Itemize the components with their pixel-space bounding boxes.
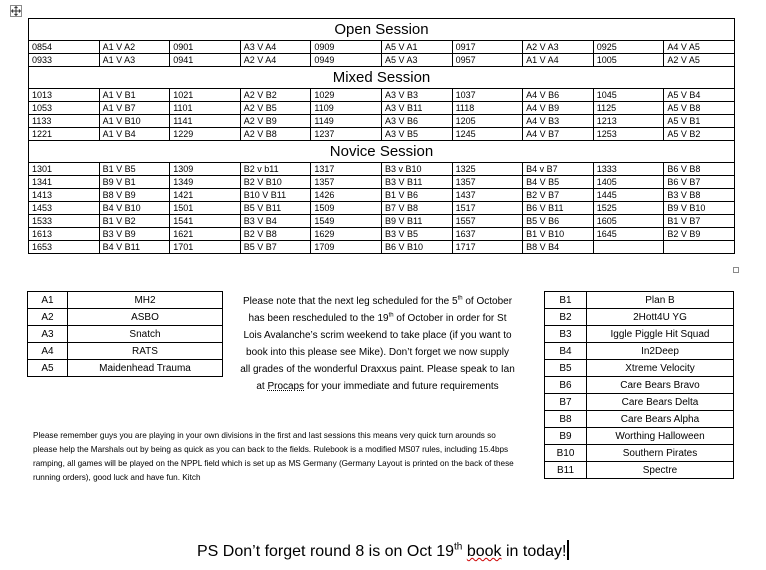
schedule-row: [29, 115, 735, 128]
table-resize-handle-icon[interactable]: [733, 267, 739, 273]
game-time-cell: 1357: [311, 176, 382, 189]
game-time-cell: 1101: [170, 102, 241, 115]
team-row: [28, 326, 223, 343]
session-header-row: [29, 19, 735, 41]
game-time-cell: 0941: [170, 54, 241, 67]
game-time-cell: 1029: [311, 89, 382, 102]
game-time-cell: 1141: [170, 115, 241, 128]
game-time-cell: 1517: [452, 202, 523, 215]
match-cell: B5 V B11: [240, 202, 311, 215]
game-time-cell: 0854: [29, 41, 100, 54]
schedule-row: [29, 176, 735, 189]
team-row: [545, 292, 734, 309]
team-code-cell: B9: [545, 428, 587, 445]
game-time-cell: 1717: [452, 241, 523, 254]
schedule-row: [29, 202, 735, 215]
team-name-cell: Care Bears Alpha: [587, 411, 734, 428]
game-time-cell: 1013: [29, 89, 100, 102]
ps-line: [197, 540, 569, 563]
team-name-cell: Spectre: [587, 462, 734, 479]
game-time-cell: 1341: [29, 176, 100, 189]
game-time-cell: 0949: [311, 54, 382, 67]
game-time-cell: 1349: [170, 176, 241, 189]
match-cell: A1 V B7: [99, 102, 170, 115]
game-time-cell: 1053: [29, 102, 100, 115]
match-cell: B6 V B8: [664, 163, 735, 176]
team-row: [545, 462, 734, 479]
match-cell: A2 V A4: [240, 54, 311, 67]
match-cell: A1 V A4: [523, 54, 594, 67]
team-name-cell: Iggle Piggle Hit Squad: [587, 326, 734, 343]
game-time-cell: 1125: [593, 102, 664, 115]
match-cell: B9 V B10: [664, 202, 735, 215]
notice-sup-1: th: [457, 295, 463, 302]
notice-text-4: for your immediate and future requirements: [304, 381, 499, 392]
team-name-cell: Maidenhead Trauma: [68, 360, 223, 377]
match-cell: A5 V B4: [664, 89, 735, 102]
game-time-cell: 1509: [311, 202, 382, 215]
match-cell: A3 V B5: [381, 128, 452, 141]
game-time-cell: 1421: [170, 189, 241, 202]
session-header-row: [29, 141, 735, 163]
match-cell: B2 V B10: [240, 176, 311, 189]
notice-paragraph: [240, 293, 515, 395]
game-time-cell: 1109: [311, 102, 382, 115]
game-time-cell: 1045: [593, 89, 664, 102]
schedule-row: [29, 54, 735, 67]
schedule-row: [29, 89, 735, 102]
game-time-cell: 0917: [452, 41, 523, 54]
game-time-cell: 0925: [593, 41, 664, 54]
match-cell: B2 V B9: [664, 228, 735, 241]
match-cell: B1 V B7: [664, 215, 735, 228]
game-time-cell: 1037: [452, 89, 523, 102]
match-cell: B8 V B4: [523, 241, 594, 254]
ps-sup: th: [454, 541, 463, 553]
notice-text-3: of October in order for St Lois Avalanche’s scrim weekend to take place (if you want to book into this please see Mike). Don’t forget we now supply all grades of the wonderful Draxxus paint. Please speak to Ian at: [240, 313, 515, 392]
match-cell: B6 V B10: [381, 241, 452, 254]
team-row: [545, 428, 734, 445]
game-time-cell: 1453: [29, 202, 100, 215]
game-time-cell: 1645: [593, 228, 664, 241]
schedule-row: [29, 163, 735, 176]
match-cell: B8 V B9: [99, 189, 170, 202]
match-cell: B4 V B10: [99, 202, 170, 215]
session-title: Novice Session: [29, 141, 735, 163]
match-cell: [664, 241, 735, 254]
team-code-cell: B3: [545, 326, 587, 343]
match-cell: A3 V B11: [381, 102, 452, 115]
match-cell: B1 V B5: [99, 163, 170, 176]
game-time-cell: 1149: [311, 115, 382, 128]
match-cell: A3 V A4: [240, 41, 311, 54]
game-time-cell: 1613: [29, 228, 100, 241]
schedule-row: [29, 189, 735, 202]
game-time-cell: 0909: [311, 41, 382, 54]
team-code-cell: B8: [545, 411, 587, 428]
notice-sup-2: th: [388, 312, 394, 319]
team-name-cell: Xtreme Velocity: [587, 360, 734, 377]
match-cell: B2 V B7: [523, 189, 594, 202]
match-cell: A3 V B6: [381, 115, 452, 128]
team-name-cell: Worthing Halloween: [587, 428, 734, 445]
text-cursor: [567, 540, 569, 560]
game-time-cell: 1133: [29, 115, 100, 128]
match-cell: A1 V A3: [99, 54, 170, 67]
match-cell: B1 V B6: [381, 189, 452, 202]
team-code-cell: B2: [545, 309, 587, 326]
team-row: [28, 309, 223, 326]
match-cell: A2 V B5: [240, 102, 311, 115]
match-cell: A4 V A5: [664, 41, 735, 54]
match-cell: A2 V A3: [523, 41, 594, 54]
match-cell: A1 V B10: [99, 115, 170, 128]
match-cell: B5 V B7: [240, 241, 311, 254]
match-cell: A4 V B3: [523, 115, 594, 128]
match-cell: A2 V B9: [240, 115, 311, 128]
match-cell: B4 V B5: [523, 176, 594, 189]
match-cell: B2 V B8: [240, 228, 311, 241]
match-cell: B4 v B7: [523, 163, 594, 176]
game-time-cell: 1405: [593, 176, 664, 189]
match-cell: A4 V B6: [523, 89, 594, 102]
game-time-cell: 1501: [170, 202, 241, 215]
match-cell: A5 V B2: [664, 128, 735, 141]
match-cell: B3 v B10: [381, 163, 452, 176]
ps-text-3: in today!: [501, 543, 567, 560]
team-code-cell: B10: [545, 445, 587, 462]
notice-text-2: of October has been rescheduled to the 19: [248, 296, 513, 324]
move-cross-icon: [11, 6, 21, 16]
team-name-cell: RATS: [68, 343, 223, 360]
schedule-row: [29, 241, 735, 254]
game-time-cell: 1237: [311, 128, 382, 141]
game-time-cell: 1309: [170, 163, 241, 176]
game-time-cell: 1221: [29, 128, 100, 141]
team-name-cell: Southern Pirates: [587, 445, 734, 462]
match-cell: B3 V B5: [381, 228, 452, 241]
match-cell: B2 v b11: [240, 163, 311, 176]
team-row: [545, 411, 734, 428]
team-row: [545, 343, 734, 360]
game-time-cell: 1605: [593, 215, 664, 228]
match-cell: B3 V B9: [99, 228, 170, 241]
game-time-cell: 1709: [311, 241, 382, 254]
notice-text-1: Please note that the next leg scheduled for the 5: [242, 296, 458, 307]
match-cell: B3 V B4: [240, 215, 311, 228]
game-time-cell: 1541: [170, 215, 241, 228]
division-a-teams-table: [27, 291, 223, 377]
game-time-cell: 1413: [29, 189, 100, 202]
match-cell: A1 V A2: [99, 41, 170, 54]
ps-text-1: PS Don’t forget round 8 is on Oct 19: [197, 543, 455, 560]
game-time-cell: 1549: [311, 215, 382, 228]
match-cell: B3 V B11: [381, 176, 452, 189]
team-code-cell: A4: [28, 343, 68, 360]
game-time-cell: 1533: [29, 215, 100, 228]
match-cell: A5 V A3: [381, 54, 452, 67]
match-cell: A4 V B9: [523, 102, 594, 115]
team-name-cell: In2Deep: [587, 343, 734, 360]
schedule-row: [29, 128, 735, 141]
team-row: [545, 326, 734, 343]
game-time-cell: 1701: [170, 241, 241, 254]
team-code-cell: B1: [545, 292, 587, 309]
game-time-cell: 1357: [452, 176, 523, 189]
game-time-cell: 1005: [593, 54, 664, 67]
team-name-cell: 2Hott4U YG: [587, 309, 734, 326]
team-row: [545, 360, 734, 377]
table-move-handle-icon[interactable]: [10, 5, 22, 17]
game-time-cell: 1621: [170, 228, 241, 241]
game-time-cell: 1317: [311, 163, 382, 176]
team-row: [28, 343, 223, 360]
team-name-cell: MH2: [68, 292, 223, 309]
match-cell: B4 V B11: [99, 241, 170, 254]
match-cell: B9 V B11: [381, 215, 452, 228]
game-time-cell: 1205: [452, 115, 523, 128]
game-time-cell: 1021: [170, 89, 241, 102]
division-b-teams-table: [544, 291, 734, 479]
match-cell: B10 V B11: [240, 189, 311, 202]
game-time-cell: 1426: [311, 189, 382, 202]
game-time-cell: 0933: [29, 54, 100, 67]
game-time-cell: 1525: [593, 202, 664, 215]
schedule-row: [29, 228, 735, 241]
game-time-cell: 1445: [593, 189, 664, 202]
team-row: [545, 445, 734, 462]
match-cell: A3 V B3: [381, 89, 452, 102]
game-time-cell: [593, 241, 664, 254]
team-code-cell: B5: [545, 360, 587, 377]
match-cell: B6 V B7: [664, 176, 735, 189]
game-time-cell: 1653: [29, 241, 100, 254]
match-cell: B9 V B1: [99, 176, 170, 189]
match-cell: A1 V B1: [99, 89, 170, 102]
team-row: [28, 292, 223, 309]
team-code-cell: A3: [28, 326, 68, 343]
team-row: [545, 394, 734, 411]
team-code-cell: A5: [28, 360, 68, 377]
match-cell: A2 V B2: [240, 89, 311, 102]
game-time-cell: 1557: [452, 215, 523, 228]
team-code-cell: B4: [545, 343, 587, 360]
game-time-cell: 1437: [452, 189, 523, 202]
procaps-word: Procaps: [267, 381, 305, 392]
game-time-cell: 1253: [593, 128, 664, 141]
match-cell: A5 V B1: [664, 115, 735, 128]
match-cell: A5 V B8: [664, 102, 735, 115]
session-header-row: [29, 67, 735, 89]
game-time-cell: 1325: [452, 163, 523, 176]
team-row: [545, 377, 734, 394]
team-code-cell: A1: [28, 292, 68, 309]
game-time-cell: 1118: [452, 102, 523, 115]
match-cell: A1 V B4: [99, 128, 170, 141]
match-cell: A2 V B8: [240, 128, 311, 141]
team-name-cell: ASBO: [68, 309, 223, 326]
schedule-row: [29, 41, 735, 54]
match-cell: B1 V B10: [523, 228, 594, 241]
match-cell: A5 V A1: [381, 41, 452, 54]
game-time-cell: 1229: [170, 128, 241, 141]
team-row: [28, 360, 223, 377]
rules-paragraph: Please remember guys you are playing in your own divisions in the first and last sessions this means very quick turn arounds so please help the Marshals out by being as quick as you can back to the fields. Rulebook is a modified MS07 rules, including 15.4bps ramping, all games will be played on the NPPL field which is set up as MS Germany (Germany Layout is printed on the back of these running orders), good luck and have fun. Kitch: [33, 431, 514, 482]
game-time-cell: 1333: [593, 163, 664, 176]
team-row: [545, 309, 734, 326]
team-name-cell: Care Bears Bravo: [587, 377, 734, 394]
game-time-cell: 1301: [29, 163, 100, 176]
match-cell: B3 V B8: [664, 189, 735, 202]
team-code-cell: B11: [545, 462, 587, 479]
match-cell: B5 V B6: [523, 215, 594, 228]
match-cell: B6 V B11: [523, 202, 594, 215]
schedule-row: [29, 215, 735, 228]
session-title: Mixed Session: [29, 67, 735, 89]
match-cell: A4 V B7: [523, 128, 594, 141]
team-code-cell: A2: [28, 309, 68, 326]
schedule-row: [29, 102, 735, 115]
game-time-cell: 1637: [452, 228, 523, 241]
session-title: Open Session: [29, 19, 735, 41]
match-cell: A2 V A5: [664, 54, 735, 67]
game-time-cell: 0901: [170, 41, 241, 54]
match-cell: B1 V B2: [99, 215, 170, 228]
team-name-cell: Care Bears Delta: [587, 394, 734, 411]
game-time-cell: 1213: [593, 115, 664, 128]
ps-underlined-word: book: [466, 543, 502, 560]
team-name-cell: Plan B: [587, 292, 734, 309]
game-time-cell: 0957: [452, 54, 523, 67]
team-name-cell: Snatch: [68, 326, 223, 343]
schedule-table: [28, 18, 735, 254]
match-cell: B7 V B8: [381, 202, 452, 215]
game-time-cell: 1629: [311, 228, 382, 241]
team-code-cell: B6: [545, 377, 587, 394]
game-time-cell: 1245: [452, 128, 523, 141]
team-code-cell: B7: [545, 394, 587, 411]
